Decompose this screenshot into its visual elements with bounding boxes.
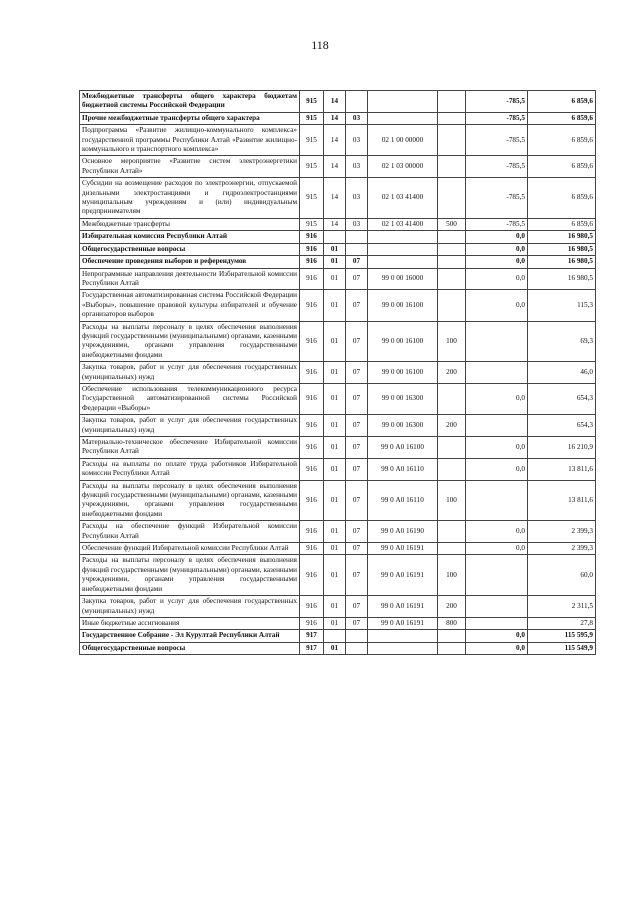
expense-type-code [438, 91, 466, 113]
target-article-code: 02 1 03 00000 [368, 156, 438, 178]
row-name: Прочие межбюджетные трансферты общего характера [80, 112, 300, 124]
ved-code: 916 [300, 555, 324, 596]
section-code: 01 [324, 383, 346, 414]
row-name: Обеспечение использования телекоммуникационного ресурса Государственной автоматизированной системы Российской Федерации «Выборы» [80, 383, 300, 414]
subsection-code: 03 [346, 218, 368, 230]
ved-code: 916 [300, 362, 324, 384]
expense-type-code [438, 256, 466, 268]
expense-type-code: 100 [438, 321, 466, 362]
subsection-code: 07 [346, 480, 368, 521]
table-row [80, 383, 596, 414]
table-row [80, 415, 596, 437]
expense-type-code: 200 [438, 362, 466, 384]
total-amount: 16 980,5 [528, 256, 596, 268]
ved-code: 915 [300, 125, 324, 156]
row-name: Закупка товаров, работ и услуг для обеспечения государственных (муниципальных) нужд [80, 596, 300, 618]
change-amount: 0,0 [466, 630, 528, 642]
subsection-code [346, 231, 368, 243]
row-name: Непрограммные направления деятельности Избирательной комиссии Республики Алтай [80, 268, 300, 290]
target-article-code: 99 0 00 16300 [368, 415, 438, 437]
table-row [80, 596, 596, 618]
ved-code: 916 [300, 458, 324, 480]
table-row [80, 630, 596, 642]
target-article-code [368, 630, 438, 642]
table-row [80, 617, 596, 629]
row-name: Обеспечение проведения выборов и референдумов [80, 256, 300, 268]
ved-code: 915 [300, 218, 324, 230]
section-code: 14 [324, 125, 346, 156]
change-amount [466, 617, 528, 629]
subsection-code: 07 [346, 458, 368, 480]
change-amount: 0,0 [466, 383, 528, 414]
target-article-code: 99 0 А0 16191 [368, 596, 438, 618]
table-row [80, 437, 596, 459]
target-article-code: 99 0 А0 16100 [368, 437, 438, 459]
target-article-code: 99 0 00 16300 [368, 383, 438, 414]
row-name: Основное мероприятие «Развитие систем электроэнергетики Республики Алтай» [80, 156, 300, 178]
section-code: 14 [324, 156, 346, 178]
change-amount: -785,5 [466, 156, 528, 178]
change-amount: 0,0 [466, 543, 528, 555]
subsection-code: 07 [346, 437, 368, 459]
target-article-code: 99 0 А0 16191 [368, 617, 438, 629]
expense-type-code: 200 [438, 415, 466, 437]
row-name: Государственная автоматизированная система Российской Федерации «Выборы», повышение правовой культуры избирателей и обучение организаторов выборов [80, 290, 300, 321]
row-name: Государственное Собрание - Эл Курултай Республики Алтай [80, 630, 300, 642]
ved-code: 916 [300, 290, 324, 321]
total-amount: 13 811,6 [528, 458, 596, 480]
subsection-code: 07 [346, 268, 368, 290]
change-amount: -785,5 [466, 218, 528, 230]
subsection-code: 07 [346, 555, 368, 596]
target-article-code [368, 91, 438, 113]
section-code: 01 [324, 642, 346, 654]
subsection-code: 07 [346, 256, 368, 268]
change-amount: 0,0 [466, 437, 528, 459]
section-code: 01 [324, 543, 346, 555]
ved-code: 916 [300, 243, 324, 255]
total-amount: 46,0 [528, 362, 596, 384]
subsection-code [346, 630, 368, 642]
total-amount: 6 859,6 [528, 91, 596, 113]
row-name: Иные бюджетные ассигнования [80, 617, 300, 629]
subsection-code: 07 [346, 383, 368, 414]
row-name: Расходы на выплаты по оплате труда работников Избирательной комиссии Республики Алтай [80, 458, 300, 480]
change-amount: 0,0 [466, 243, 528, 255]
target-article-code: 99 0 А0 16191 [368, 543, 438, 555]
expense-type-code [438, 437, 466, 459]
change-amount: -785,5 [466, 178, 528, 219]
total-amount: 16 980,5 [528, 268, 596, 290]
subsection-code: 07 [346, 415, 368, 437]
expense-type-code [438, 125, 466, 156]
subsection-code: 07 [346, 290, 368, 321]
target-article-code: 02 1 03 41400 [368, 178, 438, 219]
table-row [80, 218, 596, 230]
table-row [80, 91, 596, 113]
expense-type-code: 100 [438, 555, 466, 596]
table-row [80, 156, 596, 178]
target-article-code: 99 0 00 16000 [368, 268, 438, 290]
change-amount: 0,0 [466, 231, 528, 243]
expense-type-code [438, 521, 466, 543]
table-row [80, 521, 596, 543]
change-amount: 0,0 [466, 290, 528, 321]
total-amount: 27,8 [528, 617, 596, 629]
total-amount: 654,3 [528, 383, 596, 414]
change-amount: -785,5 [466, 125, 528, 156]
total-amount: 2 311,5 [528, 596, 596, 618]
ved-code: 916 [300, 415, 324, 437]
expense-type-code [438, 231, 466, 243]
total-amount: 60,0 [528, 555, 596, 596]
row-name: Материально-техническое обеспечение Избирательной комиссии Республики Алтай [80, 437, 300, 459]
total-amount: 2 399,3 [528, 521, 596, 543]
row-name: Субсидии на возмещение расходов по электроэнергии, отпускаемой дизельными электростанциями и гидроэлектростанциями муниципальным учреждениям и (или) индивидуальным предпринимателям [80, 178, 300, 219]
total-amount: 13 811,6 [528, 480, 596, 521]
section-code: 01 [324, 268, 346, 290]
subsection-code [346, 91, 368, 113]
change-amount [466, 596, 528, 618]
ved-code: 916 [300, 617, 324, 629]
row-name: Закупка товаров, работ и услуг для обеспечения государственных (муниципальных) нужд [80, 362, 300, 384]
table-row [80, 321, 596, 362]
ved-code: 916 [300, 268, 324, 290]
page-number: 118 [311, 38, 329, 52]
target-article-code: 99 0 А0 16110 [368, 458, 438, 480]
target-article-code [368, 256, 438, 268]
expense-type-code [438, 543, 466, 555]
section-code: 01 [324, 256, 346, 268]
total-amount: 2 399,3 [528, 543, 596, 555]
change-amount [466, 480, 528, 521]
target-article-code: 02 1 03 41400 [368, 218, 438, 230]
subsection-code [346, 243, 368, 255]
target-article-code [368, 243, 438, 255]
table-row [80, 480, 596, 521]
section-code: 01 [324, 555, 346, 596]
section-code: 01 [324, 458, 346, 480]
section-code: 01 [324, 480, 346, 521]
section-code [324, 630, 346, 642]
expense-type-code: 500 [438, 218, 466, 230]
change-amount [466, 415, 528, 437]
row-name: Закупка товаров, работ и услуг для обеспечения государственных (муниципальных) нужд [80, 415, 300, 437]
expense-type-code [438, 458, 466, 480]
section-code: 01 [324, 290, 346, 321]
table-row [80, 125, 596, 156]
change-amount: 0,0 [466, 458, 528, 480]
subsection-code: 03 [346, 178, 368, 219]
section-code: 01 [324, 617, 346, 629]
expense-type-code [438, 243, 466, 255]
table-row [80, 555, 596, 596]
expense-type-code [438, 290, 466, 321]
table-row [80, 362, 596, 384]
section-code: 01 [324, 521, 346, 543]
change-amount: 0,0 [466, 521, 528, 543]
expense-type-code [438, 642, 466, 654]
table-row [80, 256, 596, 268]
change-amount: -785,5 [466, 112, 528, 124]
target-article-code: 02 1 00 00000 [368, 125, 438, 156]
expense-type-code [438, 156, 466, 178]
expense-type-code [438, 268, 466, 290]
ved-code: 916 [300, 321, 324, 362]
target-article-code: 99 0 А0 16190 [368, 521, 438, 543]
expense-type-code: 200 [438, 596, 466, 618]
row-name: Подпрограмма «Развитие жилищно-коммунального комплекса» государственной программы Республики Алтай «Развитие жилищно-коммунального и транспортного комплекса» [80, 125, 300, 156]
total-amount: 115,3 [528, 290, 596, 321]
row-name: Общегосударственные вопросы [80, 642, 300, 654]
change-amount: -785,5 [466, 91, 528, 113]
subsection-code: 07 [346, 596, 368, 618]
ved-code: 916 [300, 596, 324, 618]
section-code: 01 [324, 321, 346, 362]
subsection-code [346, 642, 368, 654]
total-amount: 16 980,5 [528, 243, 596, 255]
row-name: Расходы на выплаты персоналу в целях обеспечения выполнения функций государственными (муниципальными) органами, казенными учреждениями, органами управления государственными внебюджетными фондами [80, 480, 300, 521]
total-amount: 115 549,9 [528, 642, 596, 654]
table-row [80, 178, 596, 219]
target-article-code: 99 0 00 16100 [368, 362, 438, 384]
target-article-code: 99 0 А0 16110 [368, 480, 438, 521]
row-name: Межбюджетные трансферты [80, 218, 300, 230]
ved-code: 916 [300, 521, 324, 543]
ved-code: 916 [300, 231, 324, 243]
subsection-code: 07 [346, 362, 368, 384]
section-code: 14 [324, 218, 346, 230]
table-row [80, 231, 596, 243]
expense-type-code [438, 383, 466, 414]
table-row [80, 112, 596, 124]
target-article-code: 99 0 00 16100 [368, 321, 438, 362]
ved-code: 917 [300, 642, 324, 654]
change-amount [466, 321, 528, 362]
table-row [80, 543, 596, 555]
total-amount: 69,3 [528, 321, 596, 362]
total-amount: 6 859,6 [528, 125, 596, 156]
table-body [80, 91, 596, 655]
section-code: 01 [324, 596, 346, 618]
target-article-code [368, 112, 438, 124]
budget-table [79, 90, 596, 655]
expense-type-code [438, 112, 466, 124]
target-article-code [368, 642, 438, 654]
section-code [324, 231, 346, 243]
expense-type-code: 100 [438, 480, 466, 521]
table-row [80, 243, 596, 255]
row-name: Расходы на обеспечение функций Избирательной комиссии Республики Алтай [80, 521, 300, 543]
ved-code: 916 [300, 437, 324, 459]
total-amount: 654,3 [528, 415, 596, 437]
row-name: Межбюджетные трансферты общего характера бюджетам бюджетной системы Российской Федерации [80, 91, 300, 113]
target-article-code: 99 0 А0 16191 [368, 555, 438, 596]
ved-code: 916 [300, 256, 324, 268]
ved-code: 916 [300, 383, 324, 414]
row-name: Расходы на выплаты персоналу в целях обеспечения выполнения функций государственными (муниципальными) органами, казенными учреждениями, органами управления государственными внебюджетными фондами [80, 555, 300, 596]
section-code: 01 [324, 243, 346, 255]
ved-code: 915 [300, 156, 324, 178]
total-amount: 16 980,5 [528, 231, 596, 243]
row-name: Общегосударственные вопросы [80, 243, 300, 255]
table-row [80, 290, 596, 321]
subsection-code: 07 [346, 321, 368, 362]
table-row [80, 642, 596, 654]
target-article-code [368, 231, 438, 243]
expense-type-code: 800 [438, 617, 466, 629]
ved-code: 915 [300, 178, 324, 219]
ved-code: 916 [300, 543, 324, 555]
ved-code: 915 [300, 91, 324, 113]
subsection-code: 03 [346, 112, 368, 124]
section-code: 01 [324, 362, 346, 384]
expense-type-code [438, 630, 466, 642]
row-name: Расходы на выплаты персоналу в целях обеспечения выполнения функций государственными (муниципальными) органами, казенными учреждениями, органами управления государственными внебюджетными фондами [80, 321, 300, 362]
table-row [80, 268, 596, 290]
subsection-code: 03 [346, 125, 368, 156]
total-amount: 6 859,6 [528, 112, 596, 124]
subsection-code: 07 [346, 521, 368, 543]
change-amount: 0,0 [466, 268, 528, 290]
row-name: Обеспечение функций Избирательной комиссии Республики Алтай [80, 543, 300, 555]
table-row [80, 458, 596, 480]
change-amount: 0,0 [466, 256, 528, 268]
ved-code: 916 [300, 480, 324, 521]
ved-code: 917 [300, 630, 324, 642]
subsection-code: 07 [346, 617, 368, 629]
section-code: 01 [324, 437, 346, 459]
total-amount: 16 210,9 [528, 437, 596, 459]
total-amount: 115 595,9 [528, 630, 596, 642]
section-code: 14 [324, 91, 346, 113]
change-amount: 0,0 [466, 642, 528, 654]
expense-type-code [438, 178, 466, 219]
total-amount: 6 859,6 [528, 156, 596, 178]
section-code: 14 [324, 178, 346, 219]
section-code: 14 [324, 112, 346, 124]
ved-code: 915 [300, 112, 324, 124]
target-article-code: 99 0 00 16100 [368, 290, 438, 321]
change-amount [466, 362, 528, 384]
total-amount: 6 859,6 [528, 218, 596, 230]
change-amount [466, 555, 528, 596]
subsection-code: 07 [346, 543, 368, 555]
section-code: 01 [324, 415, 346, 437]
total-amount: 6 859,6 [528, 178, 596, 219]
row-name: Избирательная комиссия Республики Алтай [80, 231, 300, 243]
subsection-code: 03 [346, 156, 368, 178]
